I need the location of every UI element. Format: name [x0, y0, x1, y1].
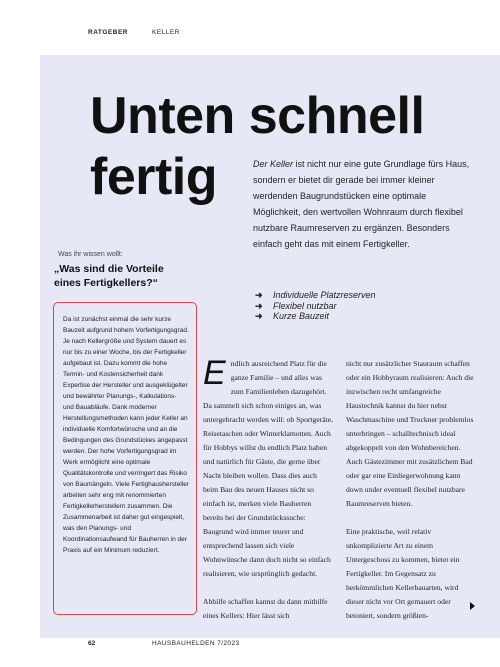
benefit-label: Flexibel nutzbar — [273, 300, 337, 311]
intro-text: ist nicht nur eine gute Grundlage fürs Haus, sondern er bietet dir gerade bei immer kleiner werdenden Baugrundstücken eine optimale Möglichkeit, den wertvollen Wohnraum durch flexibel nutzbare Raumreserven zu ergänzen. Besonders einfach geht das mit einem Fertigkeller. — [253, 159, 470, 249]
benefit-item — [255, 290, 376, 301]
body-paragraph: nicht nur zusätzlicher Stauraum schaffen oder ein Hobbyraum realisieren: Auch die inzwischen recht umfangreiche Haustechnik kannst du hier nebst Waschmaschine und Trockner problemlos unterbringen – schalltechnisch ideal abgekoppelt von den Wohnbereichen. Auch Gästezimmer mit zusätzlichem Bad oder gar eine Einliegerwohnung kann down under eventuell flexibel nutzbare Raumreserven bieten. — [346, 359, 474, 508]
question-heading — [54, 262, 164, 290]
body-column-1 — [203, 354, 333, 623]
page-number: 62 — [88, 640, 96, 647]
body-paragraph: Abhilfe schaffen kannst du dann mithilfe eines Kellers: Hier lässt sich — [203, 597, 328, 620]
benefit-label: Individuelle Platzreserven — [273, 290, 376, 300]
question-label: Was ihr wissen wollt: — [58, 251, 123, 258]
arrow-right-icon: ➜ — [255, 300, 263, 311]
continue-triangle-icon — [470, 602, 475, 610]
magazine-issue: HAUSBAUHELDEN 7/2023 — [152, 640, 240, 647]
topic-label: KELLER — [152, 29, 180, 36]
benefit-label: Kurze Bauzeit — [273, 311, 330, 321]
answer-text: Da ist zunächst einmal die sehr kurze Bauzeit aufgrund hohem Vorfertigungsgrad. Je nach Kellergröße und System dauert es nur bis zu einer Woche, bis der Fertigkeller aufgebaut ist. Dazu kommt die hohe Termin- und Kostensicherheit dank Expertise der Hersteller und ausgeklügelter und bewährter Planungs-, Kalkulations- und Bauabläufe. Dank moderner Herstellungsmethoden kann jeder Keller an individuelle Komfortwünsche und an die Bedingungen des Grundstückes angepasst werden. Der hohe Vorfertigungsgrad im Werk ermöglicht eine optimale Qualitätskontrolle und verringert das Risiko von Baumängeln. Viele Fertighaushersteller arbeiten sehr eng mit renommierten Fertigkellerherstellern zusammen. Die Zusammenarbeit ist daher gut eingespielt, was den Planungs- und Koordinationsaufwand für Bauherren in der Praxis auf ein Minimum reduziert. — [63, 316, 189, 554]
benefit-item — [255, 311, 376, 322]
body-paragraph — [203, 354, 333, 581]
section-label: RATGEBER — [88, 29, 128, 36]
headline-line-1: Unten schnell — [90, 87, 425, 145]
answer-box — [53, 302, 197, 615]
intro-lead: Der Keller — [253, 159, 294, 169]
body-column-2 — [346, 357, 476, 623]
body-text: ndlich ausreichend Platz für die ganze Familie – und alles was zum Familienleben dazugehört. Da sammelt sich schon einiges an, was untergebracht werden will: ob Sportgeräte, Reisetaschen oder Winterklamotten. Auch für Hobbys willst du endlich Platz haben und natürlich für Gäste, die gerne über Nacht bleiben wollen. Dass dies auch beim Bau des neuen Hauses nicht so einfach ist, merken viele Bauherren bereits bei der Grundstückssuche: Baugrund wird immer teurer und entsprechend lassen sich viele Wohnwünsche dann doch nicht so einfach realisieren, wie ursprünglich gedacht. — [203, 359, 333, 578]
drop-cap: E — [203, 354, 226, 392]
headline-line-2: fertig — [90, 148, 217, 206]
arrow-right-icon: ➜ — [255, 290, 263, 300]
intro-paragraph — [253, 156, 475, 252]
body-paragraph: Eine praktische, weil relativ unkomplizierte Art zu einem Untergeschoss zu kommen, bietet ein Fertigkeller. Im Gegensatz zu herkömmlichen Kellerbauarten, wird dieser nicht vor Ort gemauert oder betoniert, sondern größten- — [346, 527, 460, 620]
question-line-1: „Was sind die Vorteile — [54, 263, 164, 275]
arrow-right-icon: ➜ — [255, 311, 263, 321]
question-line-2: eines Fertigkellers?“ — [54, 277, 158, 289]
benefit-item — [255, 301, 376, 312]
benefit-list — [255, 290, 376, 322]
